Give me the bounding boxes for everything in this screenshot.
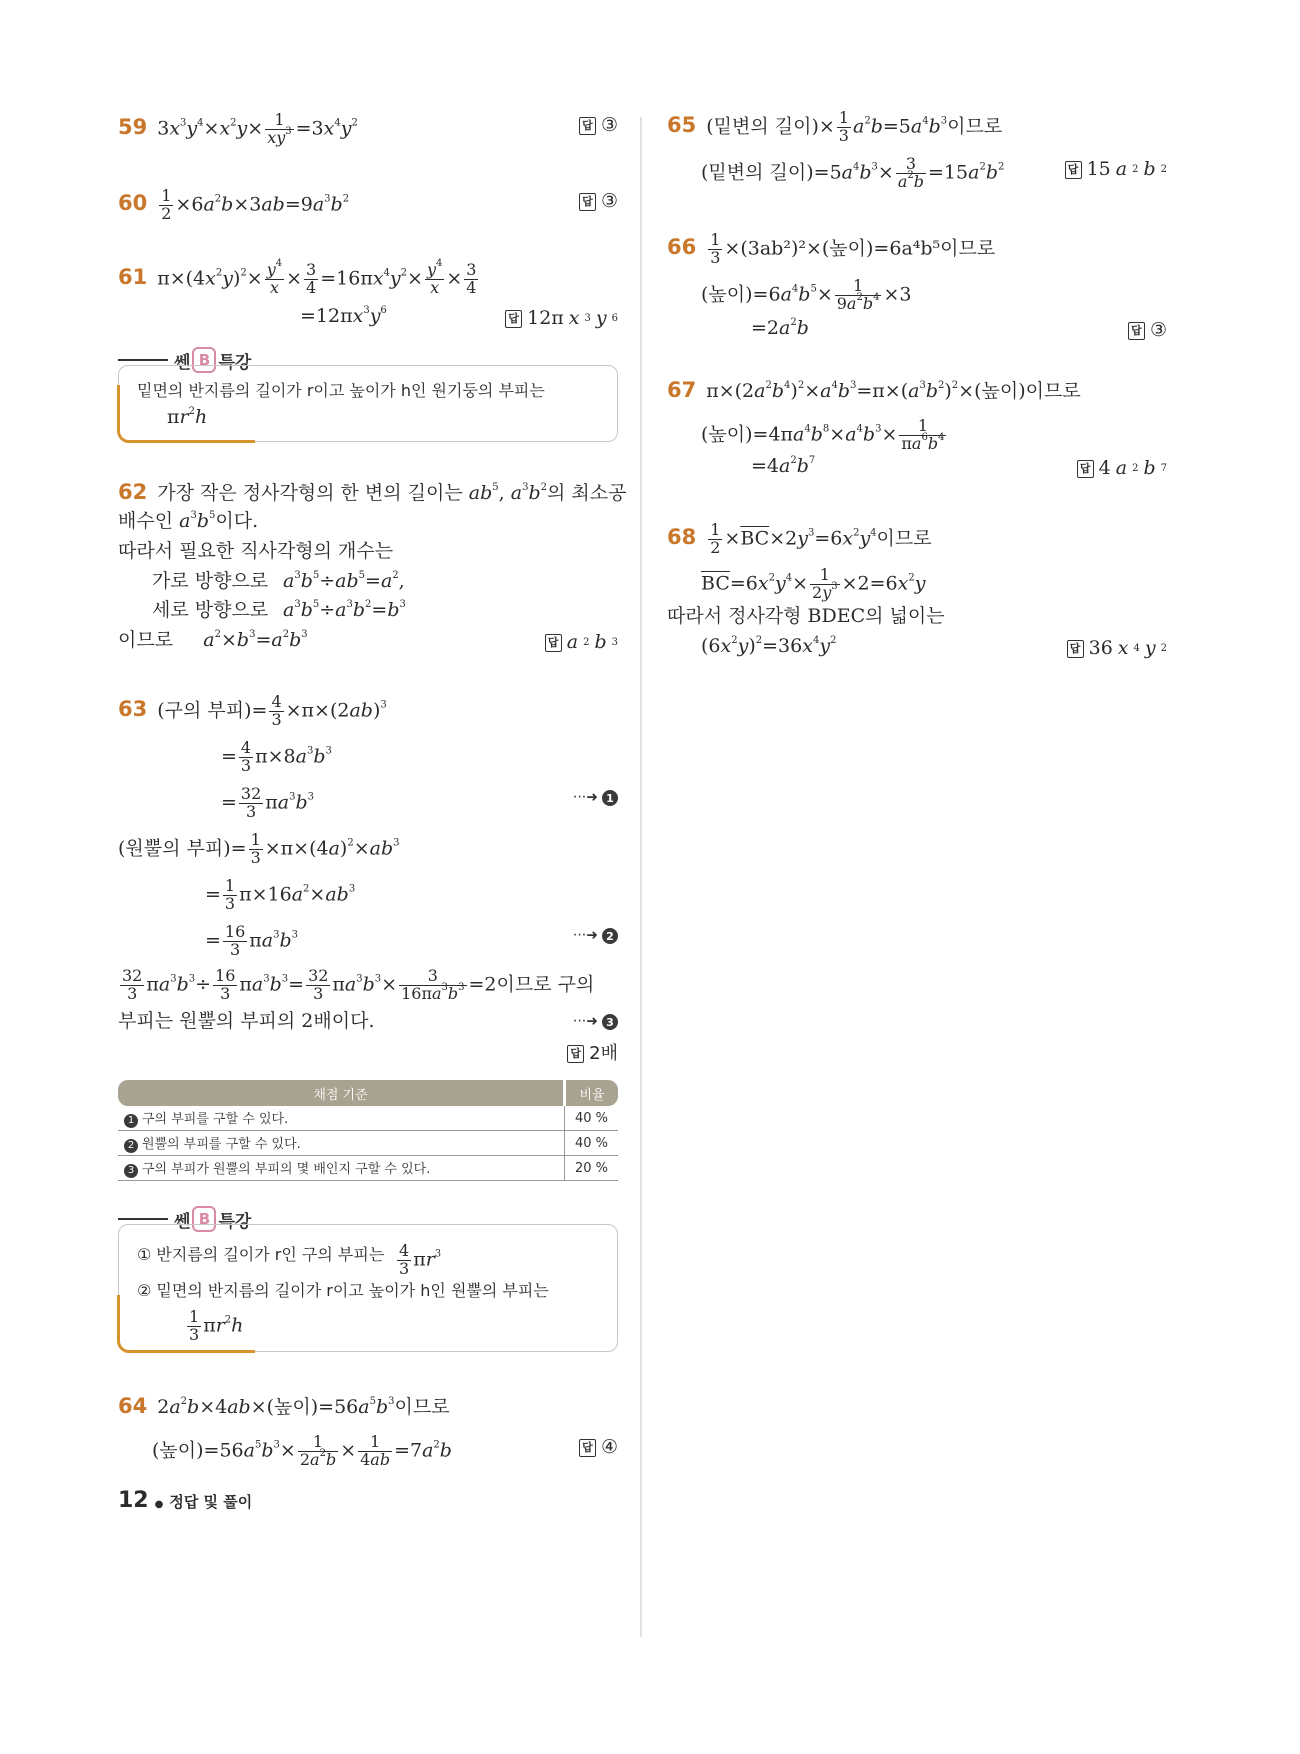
tip-title-2: 쎈 B 특강 [118,1206,251,1232]
page-footer [118,1488,252,1513]
answer-icon: 답 [567,1045,584,1063]
problem-63-line5: = $\frac{1}{3}$ $\pi\times 16a^2\times ab^3$ [205,876,356,913]
problem-64-line2: (높이)$=56a^5b^3\times$ $\frac{1}{2a^2b}$ × $\frac{1}{4ab}$ $=7a^2b$ [152,1432,452,1469]
step-mark-3: ···➜ 3 [573,1014,618,1030]
answer-icon: 답 [579,1439,596,1457]
problem-number: 65 [667,113,697,138]
footer-section: 정답 및 풀이 [169,1493,253,1511]
tip-box-2 [118,1224,618,1352]
problem-59-line: 59 $3x^3y^4\times x^2y\times$ $\frac{1}{xy^3}$ $=3x^4y^2$ [118,110,358,147]
answer-icon: 답 [545,634,562,652]
answer-icon: 답 [1067,640,1084,658]
problem-67-line3: $=4a^2b^7$ [751,455,816,477]
problem-63-line3: = $\frac{32}{3}$ $\pi a^3b^3$ [221,784,315,821]
problem-number: 59 [118,115,148,140]
problem-62-line5: 세로 방향으로 [152,599,269,621]
tip2-item1: ① 반지름의 길이가 r인 구의 부피는 [137,1245,385,1264]
problem-number: 67 [667,378,697,402]
problem-number: 63 [118,697,148,722]
problem-63-line1: 63 (구의 부피)= $\frac{4}{3}$ $\times\pi\times(2ab)^3$ [118,692,387,729]
b-badge-icon: B [192,347,216,373]
problem-68-line1: 68 $\frac{1}{2}$ $\times\overline{BC}\times 2y^3=6x^2y^4$이므로 [667,520,932,557]
answer-icon: 답 [579,193,596,211]
problem-68-line4: $(6x^2y)^2=36x^4y^2$ [701,635,837,657]
page-number: 12 [118,1488,149,1513]
problem-62-line1: 62 가장 작은 정사각형의 한 변의 길이는 $ab^5$, $a^3b^2$의 최소공 [118,480,627,504]
tip2-item2: ② 밑면의 반지름의 길이가 r이고 높이가 h인 원뿔의 부피는 [137,1281,549,1300]
problem-60-answer: 답 ③ [579,190,618,211]
ratio-header: 비율 [565,1080,619,1106]
tip-box [118,365,618,442]
grading-row: 1 구의 부피를 구할 수 있다. 40 % [118,1106,618,1131]
problem-62-line4: 가로 방향으로 [152,570,269,592]
problem-61-line2: $=12\pi x^3y^6$ [300,305,387,327]
problem-62-line6: 이므로 $a^2\times b^3=a^2b^3$ [118,629,308,651]
problem-63-line6: = $\frac{16}{3}$ $\pi a^3b^3$ [205,922,299,959]
tip2-formula1: $\frac{4}{3}$ $\pi r^3$ [399,1241,442,1278]
problem-number: 62 [118,480,148,504]
answer-icon: 답 [1077,460,1094,478]
tip-title: 쎈 B 특강 [118,347,251,373]
answer-icon: 답 [1065,161,1082,179]
problem-63-line2: = $\frac{4}{3}$ $\pi\times 8a^3b^3$ [221,738,332,775]
problem-63-answer: 답 2배 [567,1042,618,1063]
answer-icon: 답 [1128,322,1145,340]
problem-66-answer: 답 ③ [1128,319,1167,340]
answer-icon: 답 [579,117,596,135]
problem-65-line1: 65 (밑변의 길이)× $\frac{1}{3}$ $a^2b=5a^4b^3$이므로 [667,108,1003,145]
tip2-formula2: $\frac{1}{3}$ $\pi r^2h$ [189,1307,244,1344]
problem-number: 68 [667,525,697,550]
problem-67-line2: (높이)$=4\pi a^4b^8\times a^4b^3\times$ $\frac{1}{\pi a^6b^4}$ [701,416,945,453]
problem-66-line2: (높이)$=6a^4b^5\times$ $\frac{1}{9a^2b^4}$ ×3 [701,276,912,313]
problem-64-line1: 64 $2a^2b\times 4ab\times$(높이)$=56a^5b^3$이므로 [118,1394,450,1418]
problem-62-line2: 배수인 $a^3b^5$이다. [118,510,259,532]
b-badge-icon: B [192,1206,216,1232]
footer-bullet: ● [154,1499,164,1510]
grading-row: 3 구의 부피가 원뿔의 부피의 몇 배인지 구할 수 있다. 20 % [118,1156,618,1181]
problem-64-answer: 답 ④ [579,1436,618,1457]
problem-63-line7: $\frac{32}{3}$ $\pi a^3b^3\div$ $\frac{16}{3}$ $\pi a^3b^3=$ $\frac{32}{3}$ $\pi a^3b^3\times$ $\frac{3}{16\pi a^3b^3}$ =2이므로 구의 [122,966,595,1003]
problem-65-answer: 답 15 a 2 b 2 [1065,158,1167,179]
problem-67-answer: 답 4 a 2 b 7 [1077,457,1167,478]
problem-62-line4-expr: $a^3b^5\div ab^5=a^2$, [283,570,405,592]
step-mark-2: ···➜ 2 [573,928,618,944]
problem-59-answer: 답 ③ [579,114,618,135]
problem-66-line1: 66 $\frac{1}{3}$ ×(3ab²)²×(높이)=6a⁴b⁵이므로 [667,230,996,267]
problem-63-line8: 부피는 원뿔의 부피의 2배이다. [118,1010,375,1032]
problem-67-line1: 67 $\pi\times(2a^2b^4)^2\times a^4b^3=\pi\times(a^3b^2)^2\times$(높이)이므로 [667,378,1081,402]
grading-table [118,1080,618,1181]
problem-65-line2: (밑변의 길이)$=5a^4b^3\times$ $\frac{3}{a^2b}$ $=15a^2b^2$ [701,154,1005,191]
problem-number: 60 [118,191,148,216]
problem-number: 66 [667,235,697,260]
tip-formula: $\pi r^2h$ [167,406,208,428]
answer-icon: 답 [505,310,522,328]
title-rule [118,1218,168,1220]
step-mark-1: ···➜ 1 [573,790,618,806]
problem-61-line1: 61 $\pi\times(4x^2y)^2\times$ $\frac{y^4}{x}$ × $\frac{3}{4}$ $=16\pi x^4y^2\times$ $\frac{y^4}{x}$ × $\frac{3}{4}$ [118,258,477,297]
problem-62-line3: 따라서 필요한 직사각형의 개수는 [118,540,394,562]
column-divider [640,117,642,1637]
problem-66-line3: $=2a^2b$ [751,317,809,339]
problem-62-answer: 답 a 2 b 3 [545,631,618,652]
title-rule [118,359,168,361]
problem-number: 61 [118,265,148,290]
problem-61-answer: 답 12π x 3 y 6 [505,307,618,328]
problem-68-line3: 따라서 정사각형 BDEC의 넓이는 [667,605,945,627]
problem-68-line2: $\overline{BC}=6x^2y^4\times$ $\frac{1}{2y^3}$ $\times 2=6x^2y$ [701,565,926,602]
problem-63-line4: (원뿔의 부피)= $\frac{1}{3}$ $\times\pi\times(4a)^2\times ab^3$ [118,830,400,867]
problem-number: 64 [118,1394,148,1418]
problem-60-line: 60 $\frac{1}{2}$ $\times 6a^2b\times 3ab=9a^3b^2$ [118,186,350,223]
grading-row: 2 원뿔의 부피를 구할 수 있다. 40 % [118,1131,618,1156]
criteria-header: 채점 기준 [118,1080,565,1106]
tip-text: 밑면의 반지름의 길이가 r이고 높이가 h인 원기둥의 부피는 [137,381,545,400]
problem-68-answer: 답 36 x 4 y 2 [1067,637,1167,658]
problem-62-line5-expr: $a^3b^5\div a^3b^2=b^3$ [283,599,406,621]
